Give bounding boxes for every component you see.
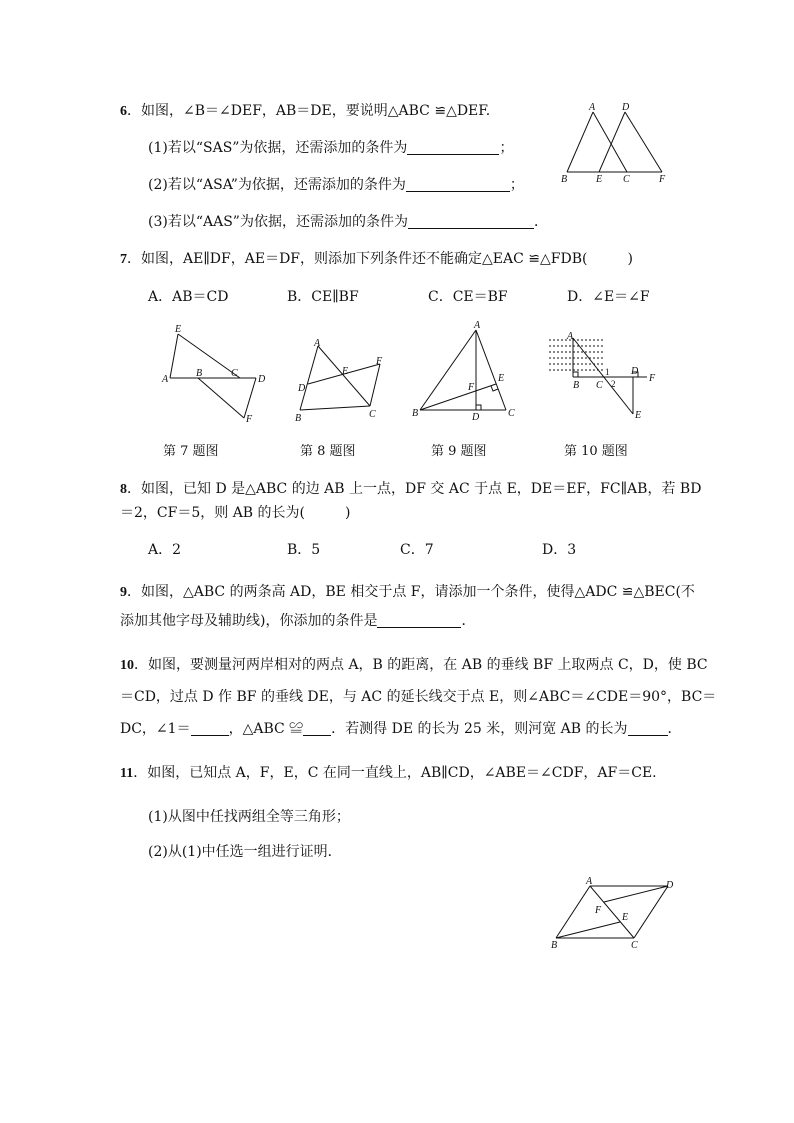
q11-label-D: D bbox=[666, 880, 674, 891]
q7-option-b[interactable]: B．CE∥BF bbox=[287, 289, 359, 305]
q10-text1: ．如图，要测量河两岸相对的两点 A，B 的距离，在 AB 的垂线 BF 上取两点 C，D，使 BC bbox=[134, 657, 708, 673]
q7-text-end: ) bbox=[627, 251, 633, 267]
q8-option-c[interactable]: C．7 bbox=[400, 542, 434, 558]
fig9-label-A: A bbox=[474, 320, 481, 331]
q7-option-a[interactable]: A．AB＝CD bbox=[148, 289, 229, 305]
fig8-label-C: C bbox=[369, 409, 376, 420]
q6-part3 bbox=[148, 211, 548, 231]
q9-text1: ．如图，△ABC 的两条高 AD，BE 相交于点 F，请添加一个条件，使得△ADC ≌△BEC(不 bbox=[127, 584, 695, 600]
q11-label-B: B bbox=[551, 940, 558, 950]
q6-part3-end: ． bbox=[533, 214, 548, 230]
fig10 bbox=[543, 330, 661, 428]
q6-label-F: F bbox=[659, 174, 666, 185]
q6-part1-end: ； bbox=[499, 140, 514, 156]
fig8-caption: 第 8 题图 bbox=[300, 444, 356, 459]
q6-figure bbox=[555, 100, 670, 186]
q9-line1 bbox=[120, 581, 695, 601]
fig9-label-F: F bbox=[468, 382, 475, 393]
fig7-label-A: A bbox=[162, 374, 169, 385]
q10-number: 10 bbox=[120, 658, 134, 673]
q11-label-C: C bbox=[631, 940, 638, 950]
q6-part3-text: (3)若以“AAS”为依据，还需添加的条件为 bbox=[148, 214, 408, 230]
q6-label-A: A bbox=[589, 102, 596, 113]
q7-number: 7 bbox=[120, 252, 127, 267]
q8-text2-end: ) bbox=[345, 505, 351, 521]
q10-line1 bbox=[120, 654, 708, 674]
fig7-label-E: E bbox=[175, 324, 182, 335]
fig8 bbox=[292, 334, 392, 426]
q6-stem bbox=[120, 100, 490, 120]
q6-part2 bbox=[148, 174, 524, 194]
q9-text2: 添加其他字母及辅助线)，你添加的条件是 bbox=[120, 613, 378, 629]
q7-stem bbox=[120, 248, 633, 268]
q10-text3c: ．若测得 DE 的长为 25 米，则河宽 AB 的长为 bbox=[331, 721, 628, 737]
q8-text2: ＝2，CF＝5，则 AB 的长为( bbox=[120, 505, 306, 521]
fig7 bbox=[158, 322, 270, 426]
q6-label-D: D bbox=[622, 102, 630, 113]
q7-option-c[interactable]: C．CE＝BF bbox=[428, 289, 508, 305]
q10-line2 bbox=[120, 686, 716, 706]
q10-text2: ＝CD，过点 D 作 BF 的垂线 DE，与 AC 的延长线交于点 E，则∠ABC＝∠CDE＝90°，BC＝ bbox=[120, 689, 717, 705]
fig7-label-C: C bbox=[231, 368, 238, 379]
q11-label-E: E bbox=[622, 912, 629, 923]
q10-text3d: ． bbox=[667, 721, 682, 737]
fig9-caption: 第 9 题图 bbox=[431, 444, 487, 459]
fig8-label-F: F bbox=[376, 356, 383, 367]
q9-number: 9 bbox=[120, 585, 127, 600]
q10-blank3[interactable] bbox=[628, 721, 668, 736]
q6-label-C: C bbox=[623, 174, 630, 185]
fig7-label-F: F bbox=[246, 414, 253, 425]
q11-label-F: F bbox=[595, 905, 602, 916]
q7-option-d[interactable]: D．∠E＝∠F bbox=[567, 289, 650, 305]
q10-blank2[interactable] bbox=[303, 721, 331, 736]
fig10-angle-1: 1 bbox=[605, 367, 610, 377]
fig7-label-B: B bbox=[196, 368, 203, 379]
fig10-label-E: E bbox=[635, 410, 642, 421]
q10-line3 bbox=[120, 718, 682, 738]
fig7-label-D: D bbox=[258, 374, 266, 385]
q10-blank1[interactable] bbox=[191, 721, 229, 736]
q8-line2 bbox=[120, 502, 350, 522]
fig9-label-B: B bbox=[412, 408, 419, 419]
fig10-label-A: A bbox=[567, 331, 574, 342]
q6-part1-text: (1)若以“SAS”为依据，还需添加的条件为 bbox=[148, 140, 408, 156]
q6-blank3[interactable] bbox=[408, 214, 534, 229]
q11-label-A: A bbox=[586, 876, 593, 887]
q11-figure bbox=[548, 876, 678, 950]
fig9 bbox=[410, 320, 520, 426]
q6-blank1[interactable] bbox=[407, 140, 499, 155]
q11-text: ．如图，已知点 A，F，E，C 在同一直线上，AB∥CD，∠ABE＝∠CDF，AF＝CE. bbox=[133, 765, 657, 781]
q6-text: ．如图，∠B＝∠DEF，AB＝DE，要说明△ABC ≌△DEF. bbox=[127, 103, 491, 119]
fig10-label-D: D bbox=[631, 366, 639, 377]
fig10-label-B: B bbox=[573, 380, 580, 391]
fig9-label-C: C bbox=[508, 408, 515, 419]
fig10-caption: 第 10 题图 bbox=[564, 444, 628, 459]
q8-option-d[interactable]: D．3 bbox=[542, 542, 577, 558]
q11-part2: (2)从(1)中任选一组进行证明． bbox=[148, 844, 342, 860]
q9-line2 bbox=[120, 610, 475, 630]
q8-number: 8 bbox=[120, 482, 127, 497]
q8-line1 bbox=[120, 478, 701, 498]
q6-part1 bbox=[148, 137, 513, 157]
q9-text2-end: ． bbox=[461, 613, 476, 629]
q6-blank2[interactable] bbox=[406, 177, 510, 192]
q11-number: 11 bbox=[120, 766, 134, 781]
fig9-label-D: D bbox=[472, 412, 480, 423]
fig7-caption: 第 7 题图 bbox=[163, 444, 219, 459]
q10-text3a: DC，∠1＝ bbox=[120, 721, 191, 737]
fig9-label-E: E bbox=[498, 373, 505, 384]
q7-text: ．如图，AE∥DF，AE＝DF，则添加下列条件还不能确定△EAC ≌△FDB( bbox=[127, 251, 588, 267]
fig8-label-B: B bbox=[295, 413, 302, 424]
q6-part2-text: (2)若以“ASA”为依据，还需添加的条件为 bbox=[148, 177, 406, 193]
q8-option-a[interactable]: A．2 bbox=[148, 542, 182, 558]
q11-stem bbox=[120, 762, 657, 782]
fig8-label-D: D bbox=[298, 383, 306, 394]
q6-label-E: E bbox=[596, 174, 603, 185]
q10-text3b: ，△ABC ≌ bbox=[228, 721, 304, 737]
q8-text1: ．如图，已知 D 是△ABC 的边 AB 上一点，DF 交 AC 于点 E，DE＝EF，FC∥AB，若 BD bbox=[127, 481, 702, 497]
q9-blank[interactable] bbox=[377, 613, 461, 628]
q8-option-b[interactable]: B．5 bbox=[287, 542, 321, 558]
q6-number: 6 bbox=[120, 104, 127, 119]
fig8-label-E: E bbox=[342, 366, 349, 377]
q6-part2-end: ； bbox=[509, 177, 524, 193]
fig8-label-A: A bbox=[314, 338, 321, 349]
fig10-label-F: F bbox=[649, 373, 656, 384]
fig10-label-C: C bbox=[596, 380, 603, 391]
q6-label-B: B bbox=[561, 174, 568, 185]
fig10-angle-2: 2 bbox=[611, 379, 616, 389]
q11-part1: (1)从图中任找两组全等三角形； bbox=[148, 809, 350, 825]
